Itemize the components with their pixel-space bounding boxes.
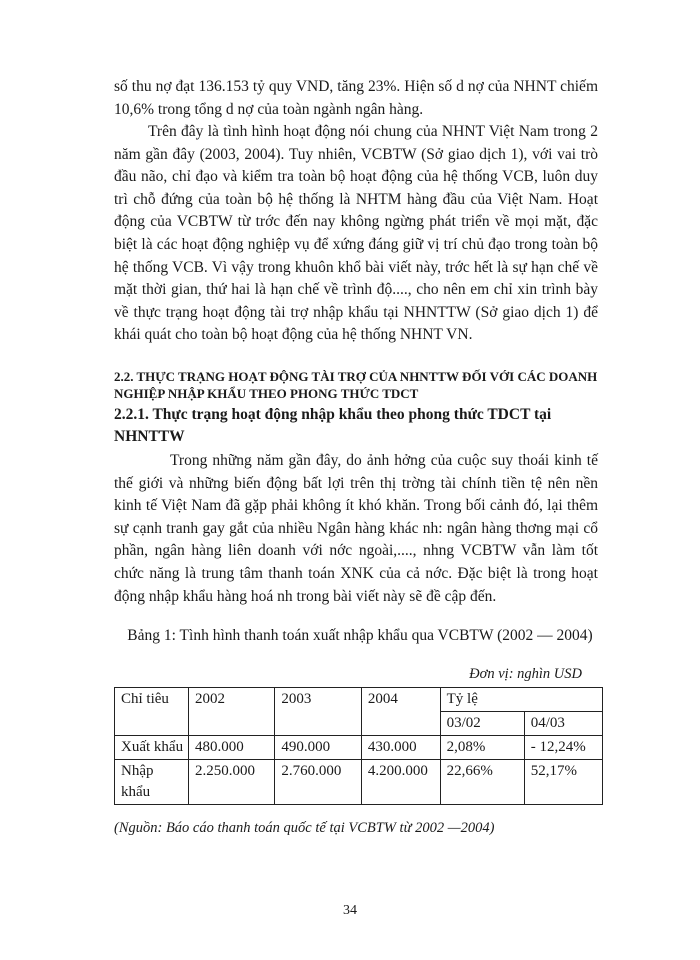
paragraph-vcbtw-overview: Trên đây là tình hình hoạt động nói chung của NHNT Việt Nam trong 2 năm gần đây (2003, 2004). Tuy nhiên, VCBTW (Sở giao dịch 1), với vai trò đầu não, chỉ đạo và kiểm tra toàn bộ hoạt động của hệ thống VCB, luôn duy trì chỗ đứng của toàn bộ hệ thống là NHTM hàng đầu của Việt Nam. Hoạt động của VCBTW từ trớc đến nay không ngừng phát triển về mọi mặt, đặc biệt là các hoạt động nghiệp vụ để xứng đáng giữ vị trí chủ đạo trong toàn bộ hệ thống VCB. Vì vậy trong khuôn khổ bài viết này, trớc hết là sự hạn chế về mặt thời gian, thứ hai là hạn chế về trình độ...., cho nên em chỉ xin trình bày về thực trạng hoạt động tài trợ nhập khẩu tại NHNTTW (Sở giao dịch 1) để khái quát cho toàn bộ hoạt động của hệ thống NHNT VN. bbox=[114, 123, 598, 344]
table-caption: Bảng 1: Tình hình thanh toán xuất nhập khẩu qua VCBTW (2002 — 2004) bbox=[127, 627, 593, 644]
cell-2003: 490.000 bbox=[275, 736, 361, 760]
table-unit: Đơn vị: nghìn USD bbox=[469, 666, 582, 682]
cell-ratio-04-03: 52,17% bbox=[524, 760, 602, 805]
cell-2002: 2.250.000 bbox=[188, 760, 274, 805]
paragraph-debt-collection: số thu nợ đạt 136.153 tỷ quy VND, tăng 23%. Hiện số d nợ của NHNT chiếm 10,6% trong tổng d nợ của toàn ngành ngân hàng. bbox=[114, 78, 598, 118]
section-heading-2-2: 2.2. THỰC TRẠNG HOẠT ĐỘNG TÀI TRỢ CỦA NHNTTW ĐỐI VỚI CÁC DOANH NGHIỆP NHẬP KHẨU THEO PHONG THỨC TDCT bbox=[114, 369, 598, 401]
cell-2004: 4.200.000 bbox=[361, 760, 440, 805]
header-2003: 2003 bbox=[275, 688, 361, 736]
cell-ratio-03-02: 2,08% bbox=[440, 736, 524, 760]
trade-payment-table bbox=[114, 687, 603, 805]
table-header-row bbox=[115, 688, 603, 712]
row-label: Xuất khẩu bbox=[115, 736, 189, 760]
row-label: Nhập khẩu bbox=[115, 760, 189, 805]
cell-ratio-04-03: - 12,24% bbox=[524, 736, 602, 760]
cell-ratio-03-02: 22,66% bbox=[440, 760, 524, 805]
table-source-note: (Nguồn: Báo cáo thanh toán quốc tế tại VCBTW từ 2002 —2004) bbox=[114, 820, 495, 836]
subsection-heading-2-2-1: 2.2.1. Thực trạng hoạt động nhập khẩu theo phong thức TDCT tại NHNTTW bbox=[114, 406, 552, 445]
table-row-export bbox=[115, 736, 603, 760]
cell-2003: 2.760.000 bbox=[275, 760, 361, 805]
header-2002: 2002 bbox=[188, 688, 274, 736]
table-row-import bbox=[115, 760, 603, 805]
paragraph-import-context: Trong những năm gần đây, do ảnh hởng của cuộc suy thoái kinh tế thế giới và những biến động bất lợi trên thị trờng tài chính tiền tệ nên nền kinh tế Việt Nam đã gặp phải không ít khó khăn. Trong bối cảnh đó, lại thêm sự cạnh tranh gay gắt của nhiều Ngân hàng khác nh: ngân hàng thơng mại cổ phần, ngân hàng liên doanh với nớc ngoài,...., nhng VCBTW vẫn làm tốt chức năng là trung tâm thanh toán XNK của cả nớc. Đặc biệt là trong hoạt động nhập khẩu hàng hoá nh trong bài viết này sẽ đề cập đến. bbox=[114, 452, 598, 605]
header-ratio-03-02: 03/02 bbox=[440, 712, 524, 736]
cell-2004: 430.000 bbox=[361, 736, 440, 760]
page-number: 34 bbox=[343, 903, 357, 918]
header-indicator: Chỉ tiêu bbox=[115, 688, 189, 736]
cell-2002: 480.000 bbox=[188, 736, 274, 760]
header-2004: 2004 bbox=[361, 688, 440, 736]
header-ratio: Tỷ lệ bbox=[440, 688, 602, 712]
header-ratio-04-03: 04/03 bbox=[524, 712, 602, 736]
